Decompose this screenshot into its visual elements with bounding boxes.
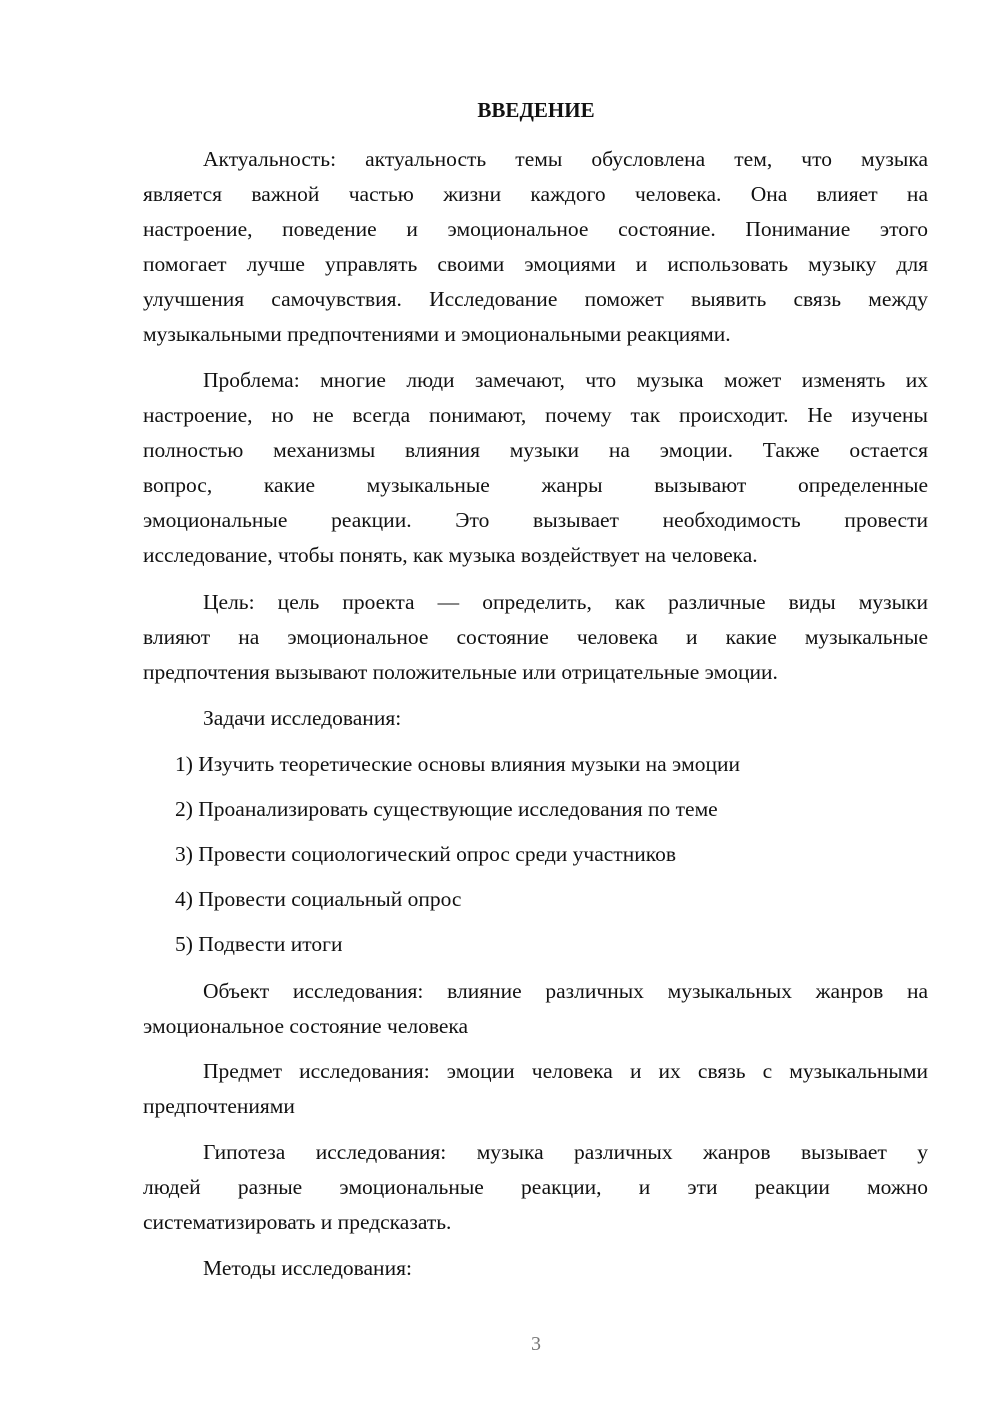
text-line: Гипотеза исследования: музыка различных жанров вызывает у [203,1140,928,1164]
text-line: помогает лучше управлять своими эмоциями и использовать музыку для [143,252,928,276]
text-line: Проблема: многие люди замечают, что музыка может изменять их [203,368,928,392]
text-line: предпочтениями [143,1094,295,1118]
task-list [143,747,928,972]
page-title: ВВЕДЕНИЕ [477,98,595,122]
relevance-paragraph [143,142,928,352]
text-line: улучшения самочувствия. Исследование поможет выявить связь между [143,287,928,311]
text-line: эмоциональное состояние человека [143,1014,469,1038]
goal-paragraph [143,585,928,690]
problem-paragraph [143,363,928,573]
object-paragraph [143,974,928,1044]
page-number: 3 [531,1333,541,1355]
text-line: людей разные эмоциональные реакции, и эти реакции можно [143,1175,928,1199]
text-line: вопрос, какие музыкальные жанры вызывают определенные [143,473,928,497]
text-line: настроение, поведение и эмоциональное состояние. Понимание этого [143,217,928,241]
text-line: Задачи исследования: [203,706,402,730]
text-line: Объект исследования: влияние различных музыкальных жанров на [203,979,928,1003]
text-line: предпочтения вызывают положительные или отрицательные эмоции. [143,660,778,684]
text-line: исследование, чтобы понять, как музыка воздействует на человека. [143,543,758,567]
tasks-heading [143,701,928,736]
text-line: влияют на эмоциональное состояние человека и какие музыкальные [143,625,928,649]
list-item: 5) Подвести итоги [175,932,343,956]
hypothesis-paragraph [143,1135,928,1240]
text-line: музыкальными предпочтениями и эмоциональными реакциями. [143,322,731,346]
text-line: эмоциональные реакции. Это вызывает необходимость провести [143,508,928,532]
text-line: настроение, но не всегда понимают, почему так происходит. Не изучены [143,403,928,427]
methods-heading [143,1251,928,1286]
text-line: Цель: цель проекта — определить, как различные виды музыки [203,590,928,614]
list-item: 2) Проанализировать существующие исследования по теме [175,797,718,821]
text-line: Предмет исследования: эмоции человека и их связь с музыкальными [203,1059,928,1083]
list-item: 1) Изучить теоретические основы влияния музыки на эмоции [175,752,740,776]
list-item: 3) Провести социологический опрос среди участников [175,842,676,866]
text-line: является важной частью жизни каждого человека. Она влияет на [143,182,928,206]
text-line: полностью механизмы влияния музыки на эмоции. Также остается [143,438,928,462]
subject-paragraph [143,1054,928,1124]
text-line: Актуальность: актуальность темы обусловлена тем, что музыка [203,147,928,171]
text-line: систематизировать и предсказать. [143,1210,452,1234]
text-line: Методы исследования: [203,1256,412,1280]
list-item: 4) Провести социальный опрос [175,887,462,911]
